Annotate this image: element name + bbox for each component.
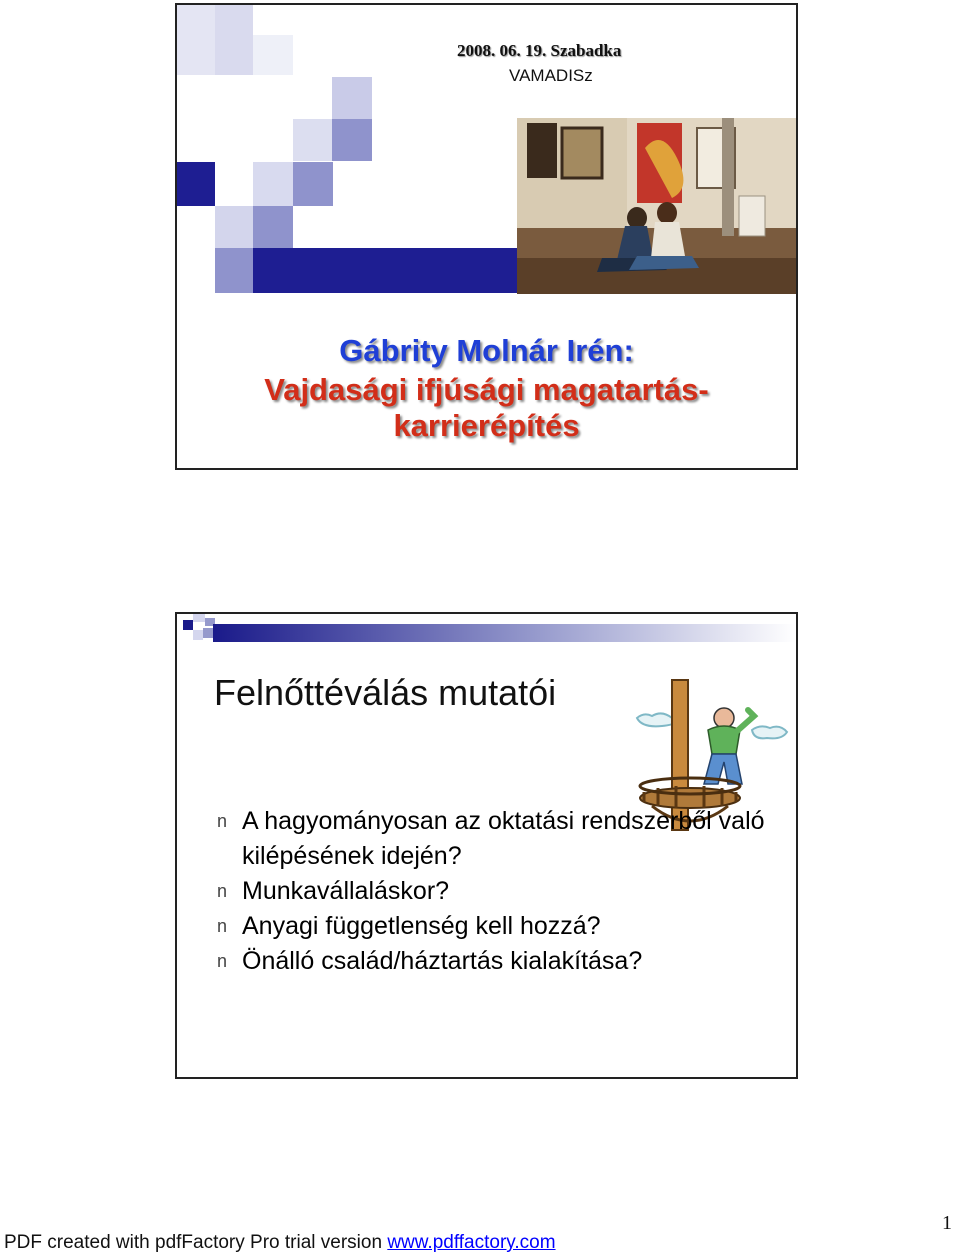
decor-square bbox=[215, 206, 253, 248]
bullet-marker: n bbox=[217, 951, 228, 971]
decor-square bbox=[177, 5, 215, 75]
header-decor-bar bbox=[177, 614, 796, 648]
decor-square bbox=[253, 248, 517, 293]
slide-title: Felnőttéválás mutatói bbox=[214, 672, 557, 713]
decor-square bbox=[253, 206, 293, 248]
author-line: Gábrity Molnár Irén: bbox=[339, 333, 634, 368]
list-item bbox=[217, 804, 797, 874]
list-item bbox=[217, 874, 797, 909]
footer-text: PDF created with pdfFactory Pro trial version bbox=[4, 1232, 388, 1253]
organization: VAMADISz bbox=[509, 66, 593, 85]
decor-square bbox=[293, 119, 333, 161]
page-number: 1 bbox=[942, 1212, 952, 1234]
decor-square bbox=[177, 162, 215, 206]
list-item bbox=[217, 909, 797, 944]
decor-square bbox=[293, 162, 333, 206]
bullet-text: A hagyományosan az oktatási rendszerből való kilépésének idején? bbox=[242, 807, 765, 870]
bullet-list bbox=[217, 804, 797, 979]
decor-square bbox=[253, 35, 293, 75]
title-line-2: karrierépítés bbox=[393, 408, 580, 443]
decor-square bbox=[253, 162, 293, 206]
decor-square bbox=[332, 119, 372, 161]
list-item bbox=[217, 944, 797, 979]
bullet-text: Munkavállaláskor? bbox=[242, 877, 450, 905]
content-slide bbox=[175, 612, 798, 1079]
presentation-title bbox=[177, 372, 796, 444]
title-slide bbox=[175, 3, 798, 470]
decor-square bbox=[332, 77, 372, 119]
students-photo bbox=[517, 118, 797, 294]
bullet-text: Anyagi függetlenség kell hozzá? bbox=[242, 912, 601, 940]
decor-square bbox=[215, 5, 253, 75]
footer-link[interactable]: www.pdffactory.com bbox=[387, 1232, 556, 1253]
bullet-marker: n bbox=[217, 811, 228, 831]
bullet-text: Önálló család/háztartás kialakítása? bbox=[242, 947, 643, 975]
bullet-marker: n bbox=[217, 881, 228, 901]
pdf-footer bbox=[4, 1232, 556, 1254]
date-place: 2008. 06. 19. Szabadka bbox=[457, 41, 622, 60]
title-line-1: Vajdasági ifjúsági magatartás- bbox=[264, 372, 709, 407]
bullet-marker: n bbox=[217, 916, 228, 936]
decor-square bbox=[215, 248, 253, 293]
